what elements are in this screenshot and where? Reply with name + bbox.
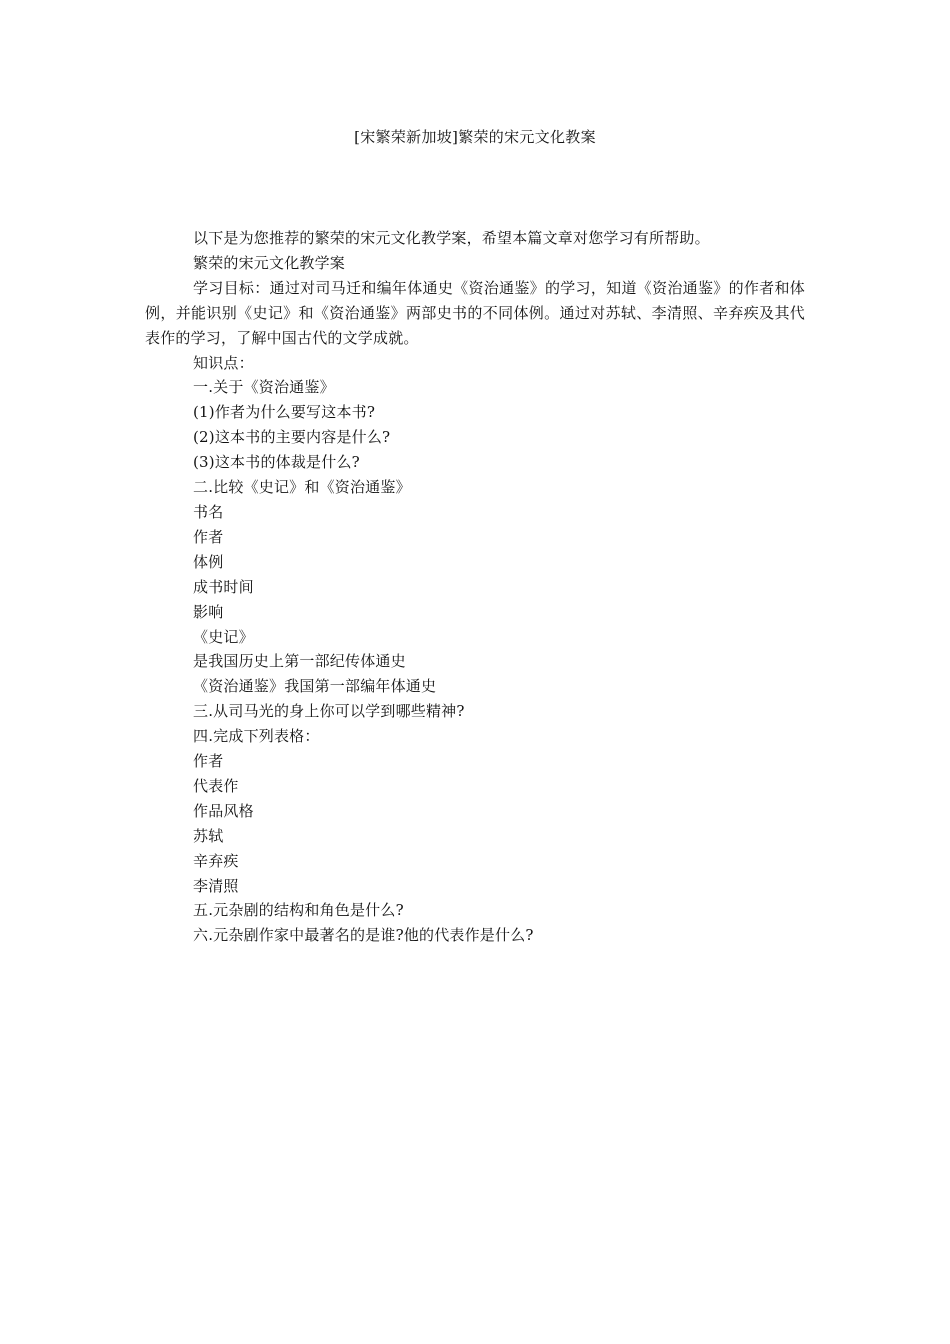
list-item: 苏轼 — [193, 826, 224, 845]
list-item: 作者 — [193, 752, 224, 771]
list-item: (2)这本书的主要内容是什么? — [193, 428, 391, 447]
knowledge-points-label: 知识点： — [193, 353, 254, 372]
section-heading: 繁荣的宋元文化教学案 — [193, 253, 346, 272]
list-item: 《史记》 — [193, 627, 254, 646]
list-item: 书名 — [193, 502, 224, 521]
list-item: 体例 — [193, 552, 224, 571]
list-item: 李清照 — [193, 876, 239, 895]
document-title: [宋繁荣新加坡]繁荣的宋元文化教案 — [354, 128, 596, 146]
list-item: (3)这本书的体裁是什么? — [193, 453, 360, 472]
list-item: 四.完成下列表格： — [193, 727, 320, 746]
list-item: 影响 — [193, 602, 224, 621]
list-item: 成书时间 — [193, 577, 254, 596]
intro-paragraph: 以下是为您推荐的繁荣的宋元文化教学案，希望本篇文章对您学习有所帮助。 — [193, 229, 710, 247]
list-item: 六.元杂剧作家中最著名的是谁?他的代表作是什么? — [193, 926, 534, 945]
list-item: (1)作者为什么要写这本书? — [193, 403, 376, 422]
list-item: 一.关于《资治通鉴》 — [193, 378, 335, 397]
list-item: 五.元杂剧的结构和角色是什么? — [193, 901, 404, 920]
list-item: 《资治通鉴》我国第一部编年体通史 — [193, 677, 437, 696]
list-item: 代表作 — [193, 776, 239, 795]
document-body — [145, 226, 805, 948]
list-item: 二.比较《史记》和《资治通鉴》 — [193, 478, 411, 497]
list-item: 辛弃疾 — [193, 851, 239, 870]
list-item: 三.从司马光的身上你可以学到哪些精神? — [193, 702, 465, 721]
list-item: 是我国历史上第一部纪传体通史 — [193, 652, 406, 671]
list-item: 作品风格 — [193, 801, 254, 820]
list-item: 作者 — [193, 527, 224, 546]
learning-goals-paragraph: 学习目标：通过对司马迁和编年体通史《资治通鉴》的学习，知道《资治通鉴》的作者和体例，并能识别《史记》和《资治通鉴》两部史书的不同体例。通过对苏轼、李清照、辛弃疾及其代表作的学习，了解中国古代的文学成就。 — [145, 278, 805, 347]
